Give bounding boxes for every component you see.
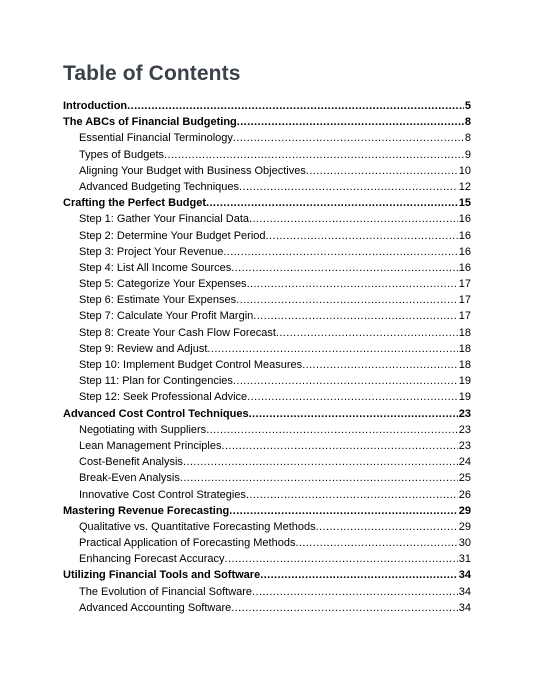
toc-section-entry[interactable] (0, 341, 471, 357)
toc-page-number: 34 (458, 601, 471, 614)
dot-leader (247, 389, 458, 405)
dot-leader (127, 98, 464, 114)
dot-leader (246, 487, 458, 503)
toc-section-entry[interactable] (0, 389, 471, 405)
toc-entry-label: Break-Even Analysis (79, 472, 180, 485)
toc-chapter-entry[interactable] (0, 98, 471, 114)
dot-leader (239, 179, 458, 195)
dot-leader (231, 600, 457, 616)
dot-leader (316, 519, 458, 535)
toc-page-number: 34 (458, 585, 471, 598)
toc-entry-label: Step 10: Implement Budget Control Measures (79, 359, 303, 371)
toc-entry-label: Step 8: Create Your Cash Flow Forecast (79, 326, 276, 339)
toc-entry-label: Types of Budgets (79, 148, 164, 161)
dot-leader (207, 341, 457, 357)
toc-entry-label: Advanced Budgeting Techniques (79, 180, 240, 193)
toc-chapter-entry[interactable] (0, 503, 471, 519)
toc-entry-label: Step 5: Categorize Your Expenses (79, 278, 247, 291)
toc-entry-label: Step 3: Project Your Revenue (79, 245, 224, 258)
toc-chapter-entry[interactable] (0, 195, 471, 211)
dot-leader (249, 211, 458, 227)
dot-leader (206, 195, 458, 211)
toc-page-number: 12 (458, 180, 471, 193)
toc-entry-label: Qualitative vs. Quantitative Forecasting Methods (79, 520, 316, 533)
dot-leader (302, 357, 458, 373)
toc-section-entry[interactable] (0, 163, 471, 179)
toc-page-number: 16 (458, 229, 471, 242)
dot-leader (295, 535, 457, 551)
toc-entry-label: Mastering Revenue Forecasting (63, 504, 230, 517)
toc-page-number: 31 (458, 553, 471, 566)
toc-section-entry[interactable] (0, 211, 471, 227)
dot-leader (231, 260, 458, 276)
toc-page-number: 23 (458, 407, 471, 420)
toc-page-number: 25 (458, 472, 471, 485)
toc-section-entry[interactable] (0, 292, 471, 308)
toc-entry-label: Essential Financial Terminology (79, 132, 233, 145)
toc-section-entry[interactable] (0, 260, 471, 276)
toc-page-number: 23 (458, 423, 471, 436)
toc-page-number: 18 (458, 359, 471, 371)
toc-section-entry[interactable] (0, 600, 471, 616)
dot-leader (180, 470, 458, 486)
toc-section-entry[interactable] (0, 487, 471, 503)
dot-leader (223, 244, 457, 260)
dot-leader (260, 567, 458, 583)
toc-page-number: 34 (458, 569, 471, 582)
toc-entry-label: Step 4: List All Income Sources (79, 261, 232, 274)
toc-entry-label: Step 2: Determine Your Budget Period (79, 229, 266, 242)
toc-section-entry[interactable] (0, 438, 471, 454)
dot-leader (266, 228, 458, 244)
toc-entry-label: Advanced Accounting Software (79, 601, 232, 614)
toc-page-number: 10 (458, 164, 471, 177)
toc-section-entry[interactable] (0, 276, 471, 292)
dot-leader (276, 325, 458, 341)
toc-page-number: 8 (464, 116, 471, 129)
toc-chapter-entry[interactable] (0, 567, 471, 583)
toc-entry-label: The Evolution of Financial Software (79, 585, 253, 598)
toc-entry-label: Step 7: Calculate Your Profit Margin (79, 310, 254, 323)
toc-entry-label: Utilizing Financial Tools and Software (63, 569, 261, 582)
toc-entry-label: Negotiating with Suppliers (79, 423, 207, 436)
toc-entry-label: Step 9: Review and Adjust (79, 342, 208, 355)
toc-entry-label: The ABCs of Financial Budgeting (63, 116, 237, 129)
toc-section-entry[interactable] (0, 422, 471, 438)
dot-leader (306, 163, 458, 179)
toc-page-number: 24 (458, 456, 471, 469)
toc-page-number: 26 (458, 488, 471, 501)
toc-entry-label: Enhancing Forecast Accuracy (79, 553, 225, 566)
toc-section-entry[interactable] (0, 373, 471, 389)
dot-leader (206, 422, 458, 438)
toc-section-entry[interactable] (0, 325, 471, 341)
dot-leader (233, 130, 464, 146)
dot-leader (249, 406, 458, 422)
dot-leader (236, 292, 458, 308)
toc-entry-label: Step 1: Gather Your Financial Data (79, 213, 249, 226)
dot-leader (253, 308, 457, 324)
toc-page-number: 8 (464, 132, 471, 145)
toc-page-number: 30 (458, 537, 471, 550)
toc-chapter-entry[interactable] (0, 406, 471, 422)
toc-section-entry[interactable] (0, 551, 471, 567)
toc-entry-label: Step 6: Estimate Your Expenses (79, 294, 237, 307)
toc-entry-label: Advanced Cost Control Techniques (63, 407, 249, 420)
toc-page-number: 15 (458, 197, 471, 210)
dot-leader (237, 114, 464, 130)
toc-section-entry[interactable] (0, 308, 471, 324)
toc-entry-label: Practical Application of Forecasting Methods (79, 537, 296, 550)
dot-leader (164, 147, 464, 163)
page-title: Table of Contents (63, 62, 241, 85)
dot-leader (183, 454, 458, 470)
toc-entry-label: Step 11: Plan for Contingencies (79, 375, 233, 388)
toc-page-number: 16 (458, 245, 471, 258)
toc-page-number: 9 (464, 148, 471, 161)
toc-page-number: 16 (458, 213, 471, 226)
toc-section-entry[interactable] (0, 535, 471, 551)
dot-leader (225, 551, 458, 567)
toc-page-number: 17 (458, 294, 471, 307)
dot-leader (229, 503, 457, 519)
dot-leader (233, 373, 458, 389)
toc-entry-label: Crafting the Perfect Budget (63, 197, 207, 210)
toc-section-entry[interactable] (0, 147, 471, 163)
toc-section-entry[interactable] (0, 584, 471, 600)
toc-page-number: 17 (458, 278, 471, 291)
dot-leader (221, 438, 457, 454)
toc-entry-label: Cost-Benefit Analysis (79, 456, 183, 469)
toc-section-entry[interactable] (0, 228, 471, 244)
toc-page-number: 18 (458, 326, 471, 339)
toc-page-number: 16 (458, 261, 471, 274)
toc-entry-label: Lean Management Principles (79, 439, 222, 452)
toc-section-entry[interactable] (0, 357, 471, 373)
toc-entry-label: Aligning Your Budget with Business Objectives (79, 164, 306, 177)
toc-page-number: 29 (458, 504, 471, 517)
dot-leader (252, 584, 458, 600)
toc-page-number: 23 (458, 439, 471, 452)
toc-entry-label: Introduction (63, 100, 128, 112)
toc-section-entry[interactable] (0, 179, 471, 195)
toc-chapter-entry[interactable] (0, 114, 471, 130)
toc-page-number: 19 (458, 375, 471, 388)
toc-section-entry[interactable] (0, 519, 471, 535)
toc-page-number: 5 (464, 100, 471, 112)
dot-leader (247, 276, 458, 292)
toc-entry-label: Innovative Cost Control Strategies (79, 488, 246, 501)
toc-page-number: 18 (458, 342, 471, 355)
toc-page-number: 17 (458, 310, 471, 323)
toc-page-number: 19 (458, 391, 471, 404)
toc-list (0, 98, 533, 616)
toc-section-entry[interactable] (0, 470, 471, 486)
toc-page-number: 29 (458, 520, 471, 533)
toc-section-entry[interactable] (0, 244, 471, 260)
toc-section-entry[interactable] (0, 454, 471, 470)
toc-entry-label: Step 12: Seek Professional Advice (79, 391, 248, 404)
toc-section-entry[interactable] (0, 130, 471, 146)
